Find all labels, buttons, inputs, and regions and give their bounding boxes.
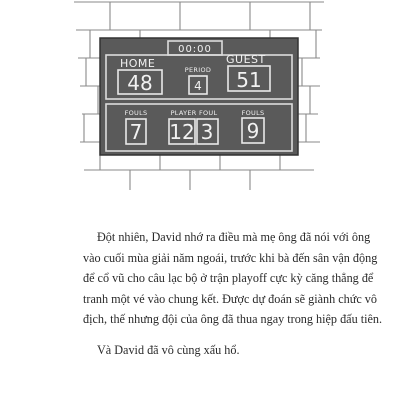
paragraph: Và David đã vô cùng xấu hổ.: [97, 342, 240, 357]
period-label: PERIOD: [184, 66, 212, 74]
foul-value: 3: [200, 120, 214, 144]
guest-label: GUEST: [226, 53, 266, 66]
home-score: 48: [127, 71, 153, 95]
paragraph: Đột nhiên, David nhớ ra điều mà mẹ ông đã nói với ông vào cuối mùa giải năm ngoái, trước khi bà đến sân vận động để cổ vũ cho câu lạc bộ ở trận playoff cực kỳ căng thẳng để tranh một vé vào chung kết. Được dự đoán sẽ giành chức vô địch, thế nhưng đội của ông đã thua ngay trong hiệp đấu tiên.: [83, 230, 383, 326]
fouls-left-value: 7: [129, 120, 143, 144]
player-value: 12: [169, 120, 195, 144]
scoreboard: [100, 38, 298, 155]
period-value: 4: [194, 79, 202, 93]
home-label: HOME: [120, 57, 156, 70]
fouls-left-label: FOULS: [124, 109, 148, 117]
fouls-right-value: 9: [246, 119, 260, 143]
player-foul-label: PLAYER FOUL: [170, 109, 218, 117]
scoreboard-illustration: [70, 0, 328, 190]
fouls-right-label: FOULS: [241, 109, 265, 117]
body-text: [83, 227, 383, 360]
guest-score: 51: [236, 68, 262, 92]
clock-display: 00:00: [178, 44, 212, 55]
